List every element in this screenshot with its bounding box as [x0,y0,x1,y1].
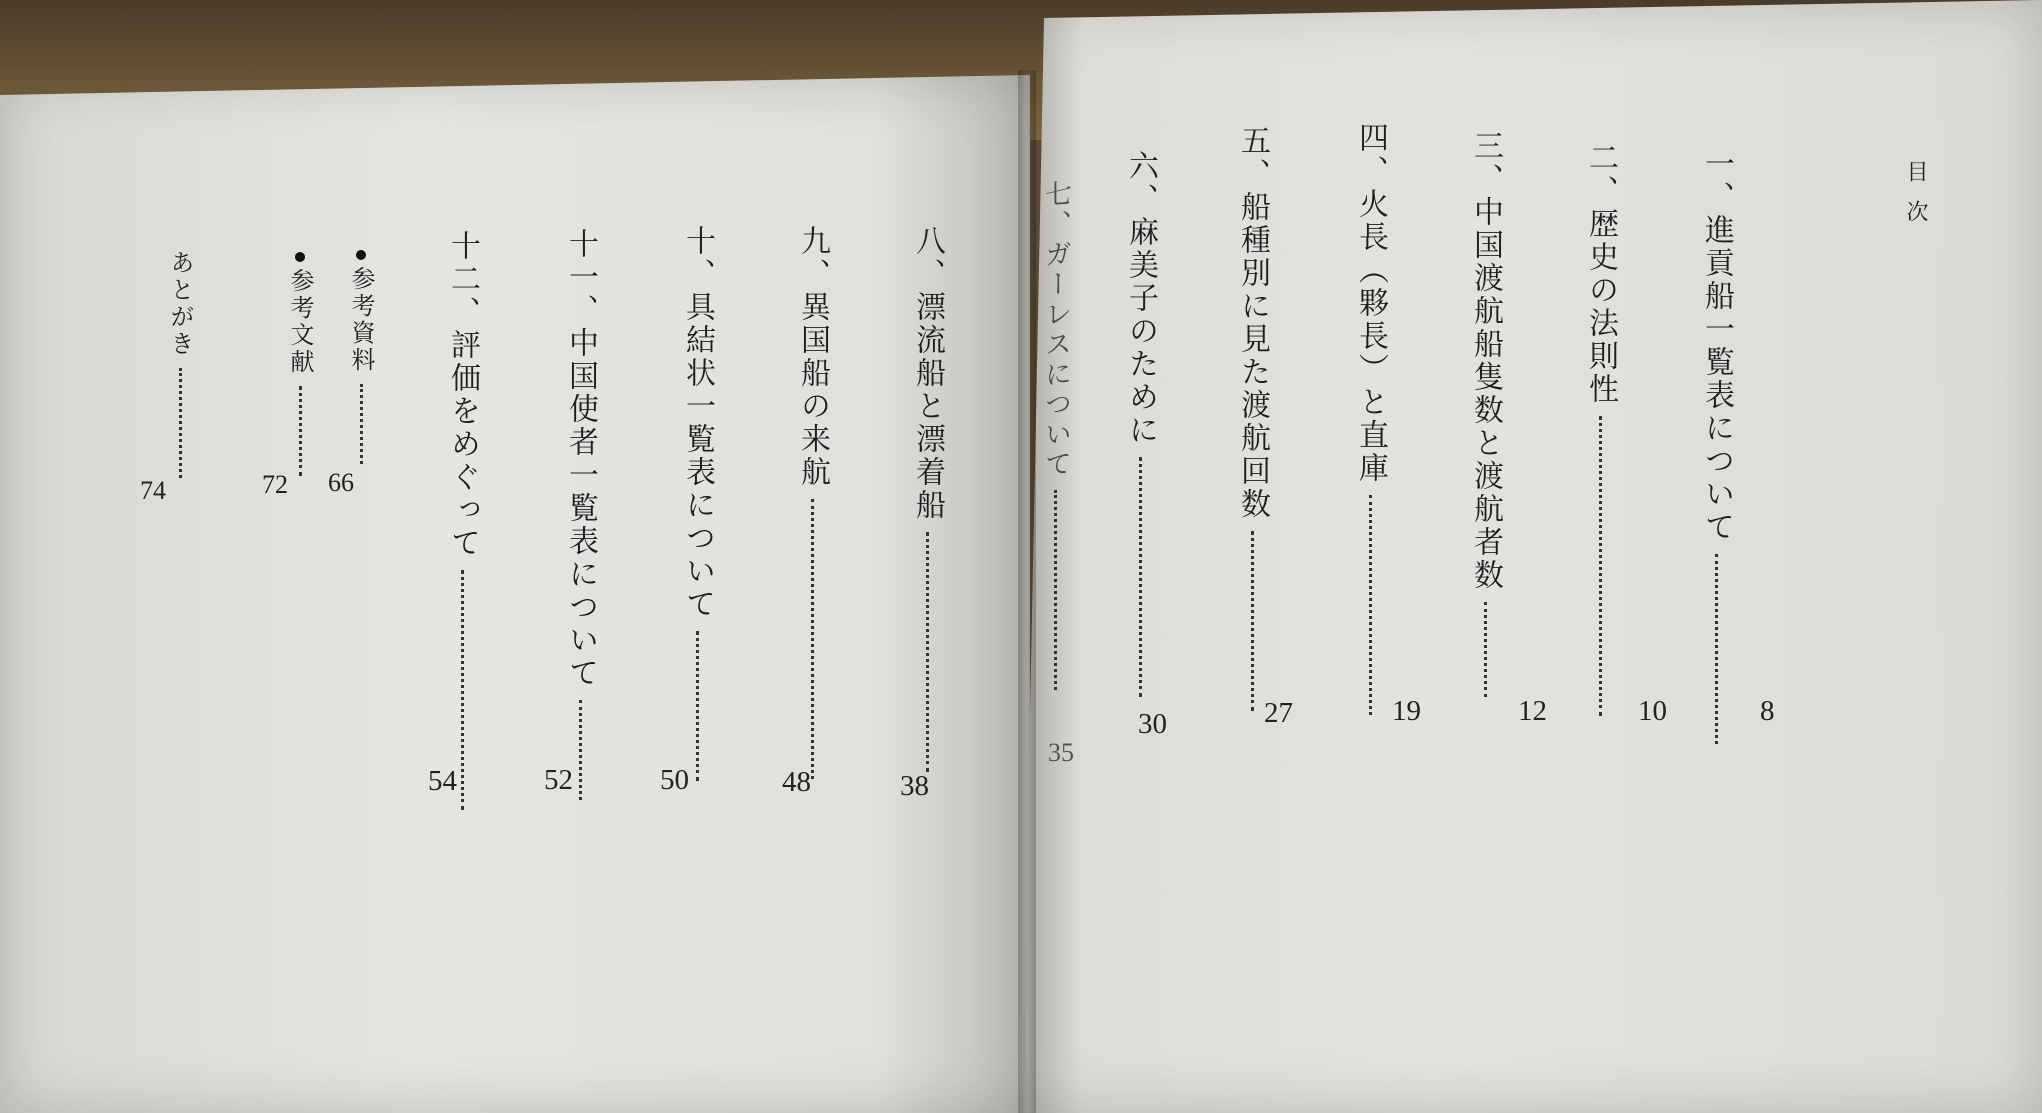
toc-entry-15 [163,250,198,488]
toc-entry-label: あとがき [166,250,194,358]
leader-dots [1599,416,1602,716]
toc-heading: 目次 [1903,160,1928,240]
leader-dots [926,532,929,772]
bullet-icon [295,252,305,262]
toc-page-number: 30 [1138,708,1167,740]
leader-dots [1484,602,1487,697]
toc-entry-5 [1230,125,1274,721]
toc-entry-14 [283,252,318,486]
leader-dots [811,499,814,779]
toc-entry-label: 十二、評価をめぐって [445,230,480,560]
toc-page-number: 72 [262,470,288,499]
toc-page-number: 54 [428,765,457,797]
toc-entry-6 [1118,150,1162,707]
toc-entry-label: 八、漂流船と漂着船 [910,225,945,522]
toc-page-number: 19 [1392,695,1421,727]
toc-page-number: 74 [140,476,166,505]
leader-dots [360,384,363,464]
leader-dots [1369,495,1372,715]
toc-page-number: 66 [328,468,354,497]
toc-entry-13 [344,250,379,474]
leader-dots [461,570,464,810]
toc-entry-label: 七、ガーレスについて [1040,178,1071,482]
toc-entry-4 [1348,122,1392,725]
toc-entry-12 [440,230,484,820]
toc-entry-9 [790,225,834,789]
book-gutter [1018,70,1036,1113]
leader-dots [1715,554,1718,744]
toc-entry-10 [675,225,719,791]
toc-entry-label: 二、歴史の法則性 [1583,142,1618,406]
toc-entry-3 [1463,130,1507,707]
right-page [1022,0,2042,1113]
toc-entry-label: 参考資料 [347,266,375,374]
bullet-icon [356,250,366,260]
toc-page-number: 10 [1638,695,1667,727]
toc-entry-label: 五、船種別に見た渡航回数 [1235,125,1270,521]
toc-entry-label: 一、進貢船一覧表について [1699,148,1734,544]
toc-entry-label: 十一、中国使者一覧表について [563,228,598,690]
toc-page-number: 12 [1518,695,1547,727]
toc-entry-label: 十、具結状一覧表について [680,225,715,621]
toc-entry-label: 九、異国船の来航 [795,225,830,489]
toc-page-number: 50 [660,764,689,796]
toc-entry-1 [1694,148,1738,754]
toc-entry-11 [558,228,602,810]
leader-dots [299,386,302,476]
toc-entry-label: 六、麻美子のために [1123,150,1158,447]
toc-page-number: 52 [544,764,573,796]
toc-entry-2 [1578,142,1622,726]
leader-dots [579,700,582,800]
leader-dots [179,368,182,478]
leader-dots [1251,531,1254,711]
toc-entry-label: 四、火長（夥長）と直庫 [1353,122,1388,485]
toc-entry-label: 三、中国渡航船隻数と渡航者数 [1468,130,1503,592]
toc-page-number: 27 [1264,697,1293,729]
leader-dots [1054,490,1057,690]
toc-page-number: 38 [900,770,929,802]
leader-dots [1139,457,1142,697]
toc-page-number: 8 [1760,695,1775,727]
toc-page-number: 48 [782,766,811,798]
toc-entry-8 [905,225,949,782]
toc-entry-7 [1036,179,1075,702]
toc-page-number: 35 [1048,738,1074,767]
leader-dots [696,631,699,781]
left-page [0,75,1030,1113]
toc-entry-label: 参考文献 [286,268,314,376]
